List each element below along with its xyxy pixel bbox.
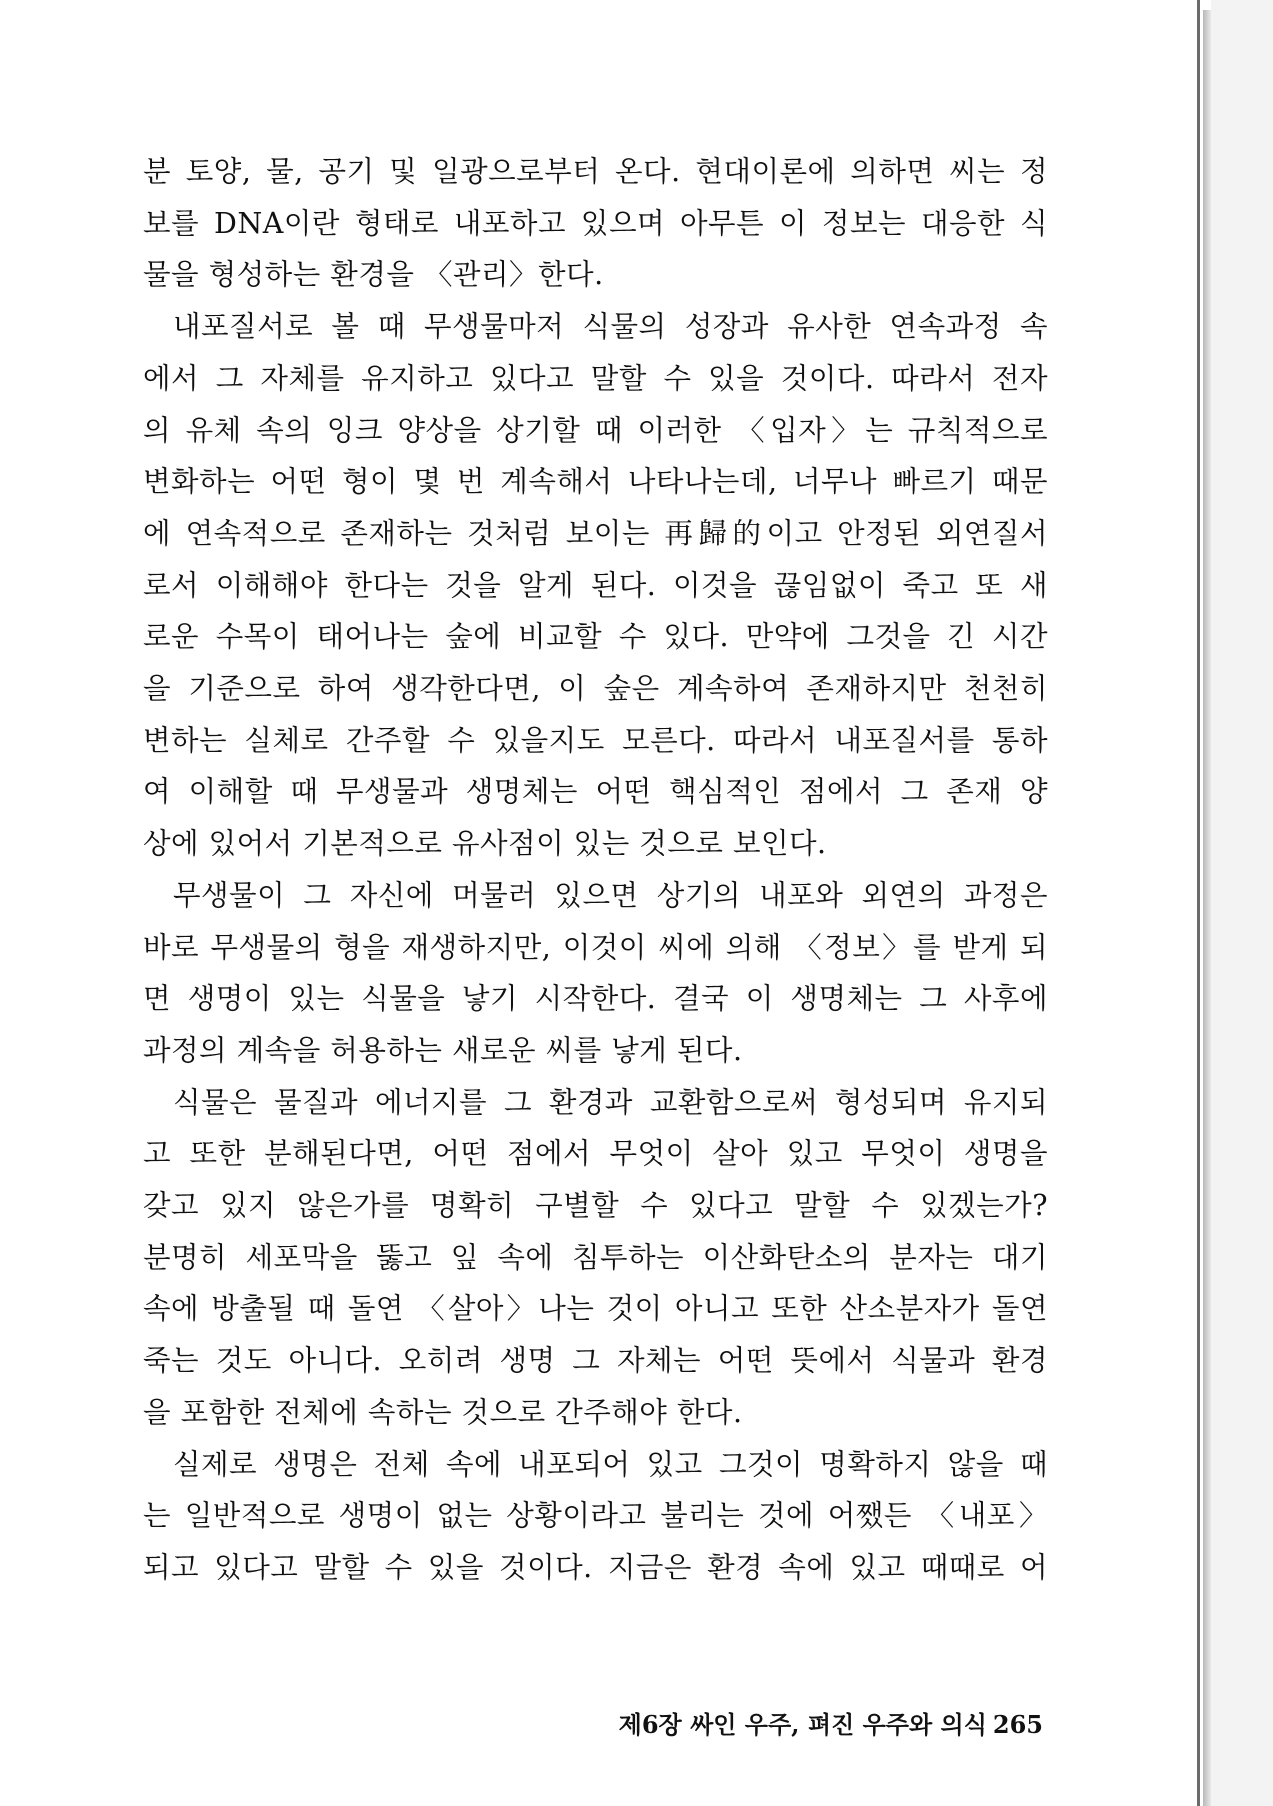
- page-edge: [1203, 10, 1211, 1806]
- text-line: 에 연속적으로 존재하는 것처럼 보이는 再歸的이고 안정된 외연질서: [143, 516, 1048, 550]
- chapter-title: 제6장 싸인 우주, 펴진 우주와 의식: [618, 1710, 987, 1739]
- text-line: 바로 무생물의 형을 재생하지만, 이것이 씨에 의해 〈정보〉를 받게 되: [143, 930, 1048, 964]
- text-line: 분 토양, 물, 공기 및 일광으로부터 온다. 현대이론에 의하면 씨는 정: [143, 155, 1048, 188]
- text-line: 상에 있어서 기본적으로 유사점이 있는 것으로 보인다.: [143, 827, 827, 861]
- text-line: 갖고 있지 않은가를 명확히 구별할 수 있다고 말할 수 있겠는가?: [143, 1189, 1048, 1223]
- text-line: 물을 형성하는 환경을 〈관리〉한다.: [143, 258, 604, 292]
- text-line: 내포질서로 볼 때 무생물마저 식물의 성장과 유사한 연속과정 속: [173, 310, 1048, 344]
- text-line: 을 포함한 전체에 속하는 것으로 간주해야 한다.: [143, 1395, 743, 1429]
- text-line: 무생물이 그 자신에 머물러 있으면 상기의 내포와 외연의 과정은: [173, 878, 1048, 912]
- text-line: 로서 이해해야 한다는 것을 알게 된다. 이것을 끊임없이 죽고 또 새: [143, 568, 1048, 602]
- text-line: 여 이해할 때 무생물과 생명체는 어떤 핵심적인 점에서 그 존재 양: [143, 775, 1048, 809]
- text-line: 는 일반적으로 생명이 없는 상황이라고 불리는 것에 어쨌든 〈내포〉: [143, 1499, 1048, 1533]
- text-line: 고 또한 분해된다면, 어떤 점에서 무엇이 살아 있고 무엇이 생명을: [143, 1137, 1048, 1171]
- text-line: 실제로 생명은 전체 속에 내포되어 있고 그것이 명확하지 않을 때: [173, 1447, 1048, 1481]
- text-line: 면 생명이 있는 식물을 낳기 시작한다. 결국 이 생명체는 그 사후에: [143, 982, 1048, 1016]
- background-margin: [1211, 0, 1273, 1806]
- text-line: 변화하는 어떤 형이 몇 번 계속해서 나타나는데, 너무나 빠르기 때문: [143, 465, 1048, 499]
- page-number: 265: [992, 1710, 1043, 1739]
- text-line: 로운 수목이 태어나는 숲에 비교할 수 있다. 만약에 그것을 긴 시간: [143, 620, 1048, 654]
- text-line: 보를 DNA이란 형태로 내포하고 있으며 아무튼 이 정보는 대응한 식: [143, 206, 1048, 240]
- text-line: 에서 그 자체를 유지하고 있다고 말할 수 있을 것이다. 따라서 전자: [143, 361, 1048, 395]
- text-line: 식물은 물질과 에너지를 그 환경과 교환함으로써 형성되며 유지되: [173, 1085, 1048, 1119]
- text-line: 속에 방출될 때 돌연 〈살아〉나는 것이 아니고 또한 산소분자가 돌연: [143, 1292, 1048, 1326]
- text-line: 죽는 것도 아니다. 오히려 생명 그 자체는 어떤 뜻에서 식물과 환경: [143, 1344, 1048, 1378]
- text-line: 변하는 실체로 간주할 수 있을지도 모른다. 따라서 내포질서를 통하: [143, 723, 1048, 757]
- text-line: 분명히 세포막을 뚫고 잎 속에 침투하는 이산화탄소의 분자는 대기: [143, 1240, 1048, 1274]
- body-text: [143, 146, 1048, 1594]
- text-line: 과정의 계속을 허용하는 새로운 씨를 낳게 된다.: [143, 1033, 743, 1067]
- text-line: 을 기준으로 하여 생각한다면, 이 숲은 계속하여 존재하지만 천천히: [143, 672, 1048, 706]
- running-footer: [613, 1705, 1043, 1740]
- text-line: 되고 있다고 말할 수 있을 것이다. 지금은 환경 속에 있고 때때로 어: [143, 1550, 1048, 1584]
- text-line: 의 유체 속의 잉크 양상을 상기할 때 이러한 〈입자〉는 규칙적으로: [143, 413, 1048, 447]
